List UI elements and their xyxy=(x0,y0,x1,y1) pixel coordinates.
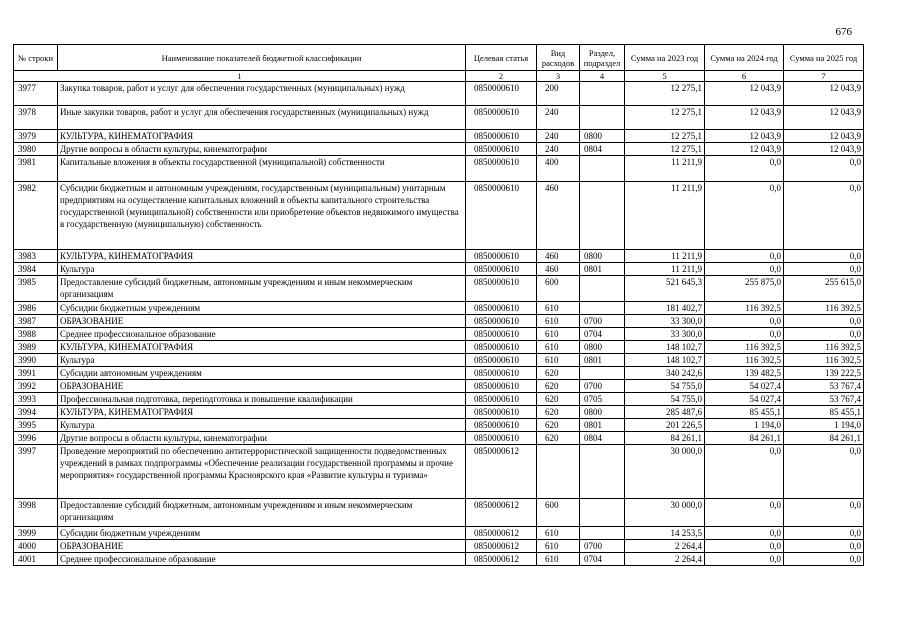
sum-2023-cell: 11 211,9 xyxy=(625,263,705,276)
sum-2025-cell: 255 615,0 xyxy=(784,276,864,302)
target-cell: 0850000610 xyxy=(466,393,537,406)
table-row xyxy=(14,367,864,380)
exp-type-cell: 610 xyxy=(537,354,580,367)
header-exp-type: Вид расходов xyxy=(537,45,580,71)
target-cell: 0850000610 xyxy=(466,328,537,341)
exp-type-cell: 620 xyxy=(537,393,580,406)
table-row xyxy=(14,527,864,540)
section-cell: 0700 xyxy=(580,380,625,393)
sum-2024-cell: 12 043,9 xyxy=(705,82,784,106)
exp-type-cell: 620 xyxy=(537,406,580,419)
target-cell: 0850000610 xyxy=(466,143,537,156)
exp-type-cell: 460 xyxy=(537,250,580,263)
sum-2024-cell: 0,0 xyxy=(705,499,784,527)
table-row xyxy=(14,393,864,406)
row-number-cell: 4000 xyxy=(14,540,58,553)
row-number-cell: 3997 xyxy=(14,445,58,499)
sum-2024-cell: 0,0 xyxy=(705,540,784,553)
exp-type-cell: 460 xyxy=(537,182,580,250)
name-cell: Другие вопросы в области культуры, кинематографии xyxy=(58,432,466,445)
row-number-cell: 3986 xyxy=(14,302,58,315)
row-number-cell: 4001 xyxy=(14,553,58,566)
target-cell: 0850000610 xyxy=(466,354,537,367)
index-cell: 6 xyxy=(705,71,784,82)
sum-2024-cell: 1 194,0 xyxy=(705,419,784,432)
sum-2025-cell: 116 392,5 xyxy=(784,341,864,354)
exp-type-cell: 620 xyxy=(537,432,580,445)
name-cell: КУЛЬТУРА, КИНЕМАТОГРАФИЯ xyxy=(58,130,466,143)
row-number-cell: 3988 xyxy=(14,328,58,341)
header-name: Наименование показателей бюджетной классификации xyxy=(58,45,466,71)
sum-2025-cell: 12 043,9 xyxy=(784,130,864,143)
row-number-cell: 3981 xyxy=(14,156,58,182)
name-cell: Субсидии бюджетным и автономным учреждениям, государственным (муниципальным) унитарным предприятиям на осуществление капитальных вложений в объекты капитального строительства государственной (муниципальной) собственности или приобретение объектов недвижимого имущества в государственную (муниципальную) собственность xyxy=(58,182,466,250)
sum-2024-cell: 12 043,9 xyxy=(705,143,784,156)
name-cell: Среднее профессиональное образование xyxy=(58,553,466,566)
name-cell: Другие вопросы в области культуры, кинематографии xyxy=(58,143,466,156)
sum-2025-cell: 139 222,5 xyxy=(784,367,864,380)
sum-2023-cell: 33 300,0 xyxy=(625,328,705,341)
sum-2023-cell: 2 264,4 xyxy=(625,553,705,566)
name-cell: Культура xyxy=(58,419,466,432)
table-row xyxy=(14,419,864,432)
target-cell: 0850000612 xyxy=(466,527,537,540)
target-cell: 0850000610 xyxy=(466,250,537,263)
exp-type-cell: 610 xyxy=(537,553,580,566)
sum-2023-cell: 30 000,0 xyxy=(625,499,705,527)
row-number-cell: 3984 xyxy=(14,263,58,276)
table-row xyxy=(14,250,864,263)
sum-2023-cell: 11 211,9 xyxy=(625,250,705,263)
sum-2024-cell: 0,0 xyxy=(705,182,784,250)
section-cell xyxy=(580,276,625,302)
sum-2024-cell: 12 043,9 xyxy=(705,130,784,143)
sum-2025-cell: 12 043,9 xyxy=(784,143,864,156)
name-cell: Предоставление субсидий бюджетным, автономным учреждениям и иным некоммерческим организациям xyxy=(58,499,466,527)
row-number-cell: 3999 xyxy=(14,527,58,540)
row-number-cell: 3996 xyxy=(14,432,58,445)
target-cell: 0850000610 xyxy=(466,315,537,328)
row-number-cell: 3994 xyxy=(14,406,58,419)
sum-2023-cell: 340 242,6 xyxy=(625,367,705,380)
column-index-row xyxy=(14,71,864,82)
row-number-cell: 3978 xyxy=(14,106,58,130)
sum-2025-cell: 0,0 xyxy=(784,527,864,540)
section-cell: 0705 xyxy=(580,393,625,406)
sum-2024-cell: 0,0 xyxy=(705,445,784,499)
sum-2023-cell: 84 261,1 xyxy=(625,432,705,445)
exp-type-cell: 620 xyxy=(537,367,580,380)
sum-2023-cell: 11 211,9 xyxy=(625,182,705,250)
exp-type-cell: 610 xyxy=(537,328,580,341)
sum-2024-cell: 116 392,5 xyxy=(705,354,784,367)
name-cell: КУЛЬТУРА, КИНЕМАТОГРАФИЯ xyxy=(58,406,466,419)
index-cell: 7 xyxy=(784,71,864,82)
name-cell: Субсидии бюджетным учреждениям xyxy=(58,302,466,315)
target-cell: 0850000610 xyxy=(466,130,537,143)
sum-2023-cell: 11 211,9 xyxy=(625,156,705,182)
exp-type-cell xyxy=(537,445,580,499)
name-cell: КУЛЬТУРА, КИНЕМАТОГРАФИЯ xyxy=(58,341,466,354)
index-cell: 4 xyxy=(580,71,625,82)
sum-2025-cell: 53 767,4 xyxy=(784,380,864,393)
sum-2023-cell: 12 275,1 xyxy=(625,143,705,156)
table-row xyxy=(14,156,864,182)
table-row xyxy=(14,315,864,328)
sum-2024-cell: 116 392,5 xyxy=(705,341,784,354)
target-cell: 0850000610 xyxy=(466,302,537,315)
section-cell: 0800 xyxy=(580,406,625,419)
section-cell: 0804 xyxy=(580,143,625,156)
sum-2023-cell: 14 253,5 xyxy=(625,527,705,540)
section-cell: 0801 xyxy=(580,354,625,367)
sum-2024-cell: 54 027,4 xyxy=(705,393,784,406)
sum-2023-cell: 521 645,3 xyxy=(625,276,705,302)
name-cell: Капитальные вложения в объекты государственной (муниципальной) собственности xyxy=(58,156,466,182)
table-row xyxy=(14,143,864,156)
table-row xyxy=(14,432,864,445)
sum-2025-cell: 0,0 xyxy=(784,182,864,250)
header-sum-2024: Сумма на 2024 год xyxy=(705,45,784,71)
name-cell: ОБРАЗОВАНИЕ xyxy=(58,380,466,393)
index-cell: 3 xyxy=(537,71,580,82)
sum-2025-cell: 1 194,0 xyxy=(784,419,864,432)
target-cell: 0850000610 xyxy=(466,276,537,302)
name-cell: ОБРАЗОВАНИЕ xyxy=(58,540,466,553)
sum-2024-cell: 0,0 xyxy=(705,328,784,341)
row-number-cell: 3987 xyxy=(14,315,58,328)
name-cell: Среднее профессиональное образование xyxy=(58,328,466,341)
header-sum-2025: Сумма на 2025 год xyxy=(784,45,864,71)
table-row xyxy=(14,499,864,527)
target-cell: 0850000610 xyxy=(466,367,537,380)
exp-type-cell: 240 xyxy=(537,106,580,130)
target-cell: 0850000612 xyxy=(466,553,537,566)
target-cell: 0850000610 xyxy=(466,106,537,130)
exp-type-cell: 200 xyxy=(537,82,580,106)
section-cell xyxy=(580,302,625,315)
row-number-cell: 3983 xyxy=(14,250,58,263)
header-row xyxy=(14,45,864,71)
sum-2024-cell: 139 482,5 xyxy=(705,367,784,380)
exp-type-cell: 240 xyxy=(537,143,580,156)
row-number-cell: 3985 xyxy=(14,276,58,302)
sum-2024-cell: 84 261,1 xyxy=(705,432,784,445)
sum-2023-cell: 2 264,4 xyxy=(625,540,705,553)
section-cell: 0700 xyxy=(580,315,625,328)
name-cell: Иные закупки товаров, работ и услуг для обеспечения государственных (муниципальных) нужд xyxy=(58,106,466,130)
exp-type-cell: 600 xyxy=(537,276,580,302)
sum-2024-cell: 54 027,4 xyxy=(705,380,784,393)
target-cell: 0850000610 xyxy=(466,380,537,393)
exp-type-cell: 600 xyxy=(537,499,580,527)
exp-type-cell: 610 xyxy=(537,302,580,315)
table-row xyxy=(14,341,864,354)
row-number-cell: 3977 xyxy=(14,82,58,106)
name-cell: КУЛЬТУРА, КИНЕМАТОГРАФИЯ xyxy=(58,250,466,263)
sum-2025-cell: 0,0 xyxy=(784,328,864,341)
target-cell: 0850000610 xyxy=(466,82,537,106)
sum-2025-cell: 0,0 xyxy=(784,445,864,499)
target-cell: 0850000610 xyxy=(466,263,537,276)
sum-2024-cell: 0,0 xyxy=(705,315,784,328)
header-row-no: № строки xyxy=(14,45,58,71)
sum-2024-cell: 0,0 xyxy=(705,553,784,566)
sum-2025-cell: 116 392,5 xyxy=(784,354,864,367)
table-body xyxy=(14,82,864,566)
exp-type-cell: 610 xyxy=(537,540,580,553)
sum-2023-cell: 54 755,0 xyxy=(625,393,705,406)
row-number-cell: 3993 xyxy=(14,393,58,406)
table-row xyxy=(14,82,864,106)
name-cell: Проведение мероприятий по обеспечению антитеррористической защищенности подведомственных учреждений в рамках подпрограммы «Обеспечение реализации государственной программы и прочие мероприятия» государственной программы Красноярского края «Развитие культуры и туризма» xyxy=(58,445,466,499)
sum-2025-cell: 0,0 xyxy=(784,156,864,182)
sum-2024-cell: 0,0 xyxy=(705,250,784,263)
budget-table xyxy=(13,44,864,566)
table-row xyxy=(14,380,864,393)
name-cell: Профессиональная подготовка, переподготовка и повышение квалификации xyxy=(58,393,466,406)
section-cell: 0804 xyxy=(580,432,625,445)
row-number-cell: 3982 xyxy=(14,182,58,250)
row-number-cell: 3992 xyxy=(14,380,58,393)
row-number-cell: 3998 xyxy=(14,499,58,527)
sum-2023-cell: 148 102,7 xyxy=(625,354,705,367)
sum-2023-cell: 201 226,5 xyxy=(625,419,705,432)
sum-2023-cell: 54 755,0 xyxy=(625,380,705,393)
section-cell xyxy=(580,445,625,499)
index-cell: 5 xyxy=(625,71,705,82)
exp-type-cell: 610 xyxy=(537,341,580,354)
target-cell: 0850000610 xyxy=(466,406,537,419)
section-cell: 0800 xyxy=(580,341,625,354)
sum-2025-cell: 85 455,1 xyxy=(784,406,864,419)
section-cell: 0704 xyxy=(580,328,625,341)
section-cell xyxy=(580,527,625,540)
section-cell xyxy=(580,499,625,527)
header-sum-2023: Сумма на 2023 год xyxy=(625,45,705,71)
table-row xyxy=(14,130,864,143)
name-cell: Субсидии автономным учреждениям xyxy=(58,367,466,380)
header-section: Раздел, подраздел xyxy=(580,45,625,71)
sum-2023-cell: 33 300,0 xyxy=(625,315,705,328)
target-cell: 0850000610 xyxy=(466,341,537,354)
sum-2025-cell: 0,0 xyxy=(784,263,864,276)
sum-2025-cell: 0,0 xyxy=(784,315,864,328)
section-cell: 0801 xyxy=(580,263,625,276)
sum-2023-cell: 12 275,1 xyxy=(625,106,705,130)
table-row xyxy=(14,354,864,367)
exp-type-cell: 400 xyxy=(537,156,580,182)
row-number-cell: 3980 xyxy=(14,143,58,156)
sum-2023-cell: 285 487,6 xyxy=(625,406,705,419)
row-number-cell: 3979 xyxy=(14,130,58,143)
sum-2025-cell: 0,0 xyxy=(784,499,864,527)
sum-2023-cell: 30 000,0 xyxy=(625,445,705,499)
exp-type-cell: 610 xyxy=(537,315,580,328)
name-cell: Культура xyxy=(58,354,466,367)
sum-2025-cell: 84 261,1 xyxy=(784,432,864,445)
table-row xyxy=(14,445,864,499)
sum-2023-cell: 12 275,1 xyxy=(625,82,705,106)
section-cell xyxy=(580,156,625,182)
index-cell: 2 xyxy=(466,71,537,82)
table-row xyxy=(14,263,864,276)
section-cell xyxy=(580,82,625,106)
exp-type-cell: 460 xyxy=(537,263,580,276)
section-cell: 0704 xyxy=(580,553,625,566)
target-cell: 0850000610 xyxy=(466,182,537,250)
exp-type-cell: 240 xyxy=(537,130,580,143)
row-number-cell: 3995 xyxy=(14,419,58,432)
target-cell: 0850000610 xyxy=(466,156,537,182)
section-cell xyxy=(580,367,625,380)
table-row xyxy=(14,276,864,302)
section-cell xyxy=(580,106,625,130)
sum-2025-cell: 53 767,4 xyxy=(784,393,864,406)
sum-2025-cell: 12 043,9 xyxy=(784,106,864,130)
sum-2024-cell: 0,0 xyxy=(705,527,784,540)
exp-type-cell: 620 xyxy=(537,419,580,432)
section-cell: 0800 xyxy=(580,130,625,143)
sum-2023-cell: 181 402,7 xyxy=(625,302,705,315)
name-cell: Субсидии бюджетным учреждениям xyxy=(58,527,466,540)
sum-2024-cell: 0,0 xyxy=(705,156,784,182)
sum-2024-cell: 12 043,9 xyxy=(705,106,784,130)
sum-2025-cell: 12 043,9 xyxy=(784,82,864,106)
table-row xyxy=(14,328,864,341)
section-cell: 0800 xyxy=(580,250,625,263)
sum-2024-cell: 116 392,5 xyxy=(705,302,784,315)
name-cell: Культура xyxy=(58,263,466,276)
target-cell: 0850000610 xyxy=(466,432,537,445)
sum-2025-cell: 0,0 xyxy=(784,540,864,553)
exp-type-cell: 620 xyxy=(537,380,580,393)
row-number-cell: 3989 xyxy=(14,341,58,354)
header-target: Целевая статья xyxy=(466,45,537,71)
row-number-cell: 3990 xyxy=(14,354,58,367)
sum-2025-cell: 116 392,5 xyxy=(784,302,864,315)
section-cell xyxy=(580,182,625,250)
section-cell: 0801 xyxy=(580,419,625,432)
table-row xyxy=(14,540,864,553)
target-cell: 0850000610 xyxy=(466,419,537,432)
sum-2024-cell: 255 875,0 xyxy=(705,276,784,302)
sum-2025-cell: 0,0 xyxy=(784,553,864,566)
table-row xyxy=(14,406,864,419)
sum-2023-cell: 12 275,1 xyxy=(625,130,705,143)
index-cell: 1 xyxy=(14,71,466,82)
sum-2024-cell: 85 455,1 xyxy=(705,406,784,419)
target-cell: 0850000612 xyxy=(466,540,537,553)
sum-2024-cell: 0,0 xyxy=(705,263,784,276)
table-row xyxy=(14,302,864,315)
name-cell: Предоставление субсидий бюджетным, автономным учреждениям и иным некоммерческим организациям xyxy=(58,276,466,302)
sum-2023-cell: 148 102,7 xyxy=(625,341,705,354)
name-cell: ОБРАЗОВАНИЕ xyxy=(58,315,466,328)
exp-type-cell: 610 xyxy=(537,527,580,540)
name-cell: Закупка товаров, работ и услуг для обеспечения государственных (муниципальных) нужд xyxy=(58,82,466,106)
target-cell: 0850000612 xyxy=(466,499,537,527)
row-number-cell: 3991 xyxy=(14,367,58,380)
page-number: 676 xyxy=(835,26,852,38)
section-cell: 0700 xyxy=(580,540,625,553)
table-row xyxy=(14,182,864,250)
sum-2025-cell: 0,0 xyxy=(784,250,864,263)
target-cell: 0850000612 xyxy=(466,445,537,499)
table-row xyxy=(14,106,864,130)
table-row xyxy=(14,553,864,566)
